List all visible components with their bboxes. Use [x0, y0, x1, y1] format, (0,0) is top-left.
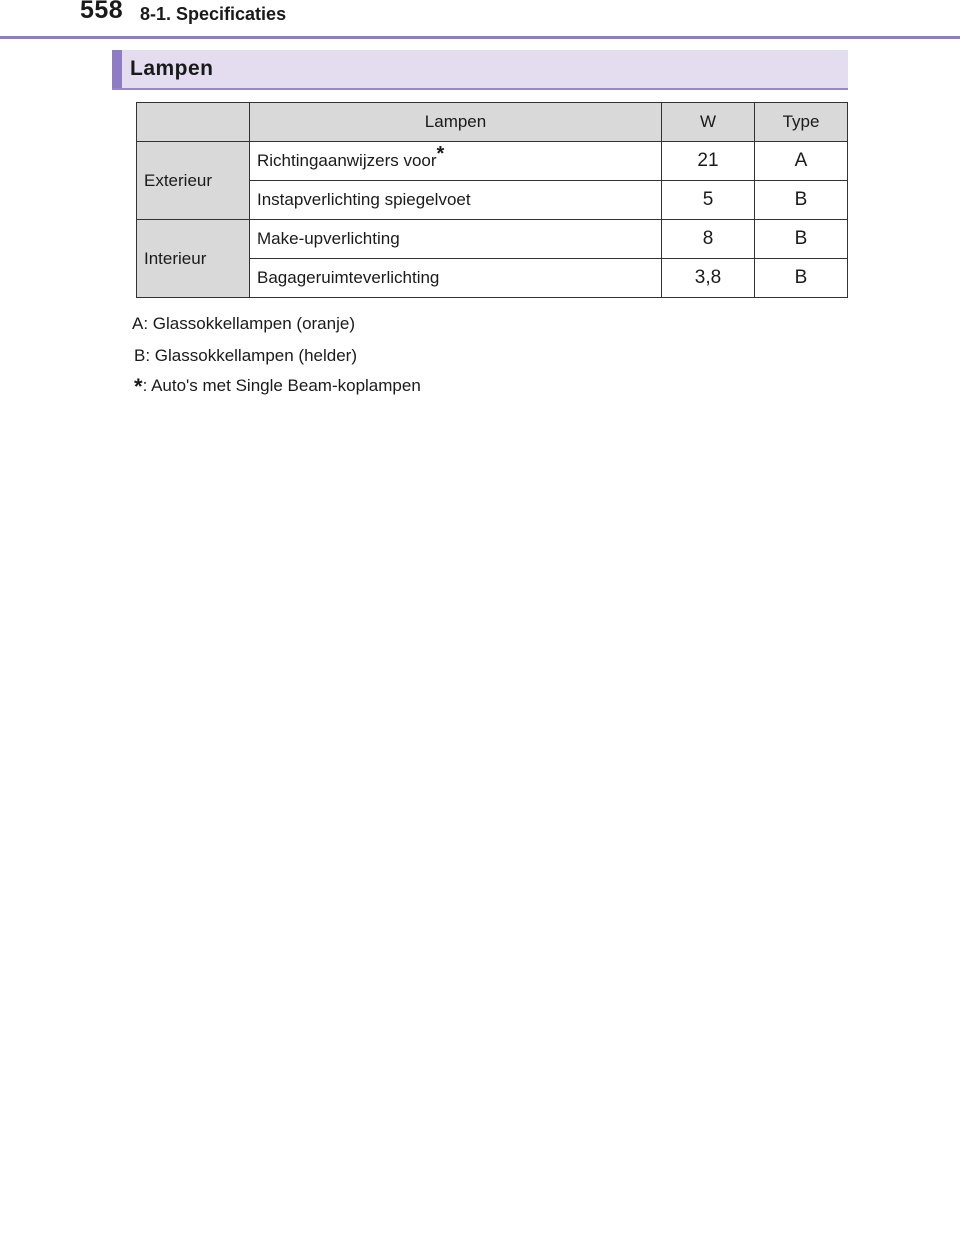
table-row	[137, 142, 848, 181]
lamp-type: A	[755, 142, 848, 181]
lamp-name: Bagageruimteverlichting	[250, 259, 662, 298]
lamp-wattage: 5	[662, 181, 755, 220]
header-empty	[137, 103, 250, 142]
lamp-wattage: 21	[662, 142, 755, 181]
lamp-name-text: Richtingaanwijzers voor	[257, 151, 437, 170]
lamp-type: B	[755, 259, 848, 298]
chapter-title: 8-1. Specificaties	[140, 4, 287, 24]
section-heading-bar	[112, 50, 848, 90]
footnote-text: : Auto's met Single Beam-koplampen	[142, 376, 421, 395]
page-header	[0, 0, 960, 39]
note-type-a: A: Glassokkellampen (oranje)	[132, 314, 355, 333]
table-row	[137, 220, 848, 259]
header-lampen: Lampen	[250, 103, 662, 142]
lamp-type: B	[755, 220, 848, 259]
section-accent-stripe	[112, 50, 122, 88]
footnote-marker: *	[436, 143, 445, 165]
footnote-asterisk: *	[134, 374, 143, 399]
lamp-type: B	[755, 181, 848, 220]
section-title: Lampen	[130, 57, 214, 80]
group-label-interieur: Interieur	[137, 220, 250, 298]
lamp-name: Instapverlichting spiegelvoet	[250, 181, 662, 220]
group-label-exterieur: Exterieur	[137, 142, 250, 220]
note-type-b: B: Glassokkellampen (helder)	[134, 346, 357, 365]
lamp-wattage: 8	[662, 220, 755, 259]
header-type: Type	[755, 103, 848, 142]
lamp-name: Make-upverlichting	[250, 220, 662, 259]
note-footnote	[134, 376, 421, 402]
table-header-row	[137, 103, 848, 142]
lamp-name	[250, 142, 662, 181]
page-number: 558	[80, 0, 124, 24]
bulb-spec-table	[136, 102, 848, 298]
lamp-wattage: 3,8	[662, 259, 755, 298]
header-w: W	[662, 103, 755, 142]
